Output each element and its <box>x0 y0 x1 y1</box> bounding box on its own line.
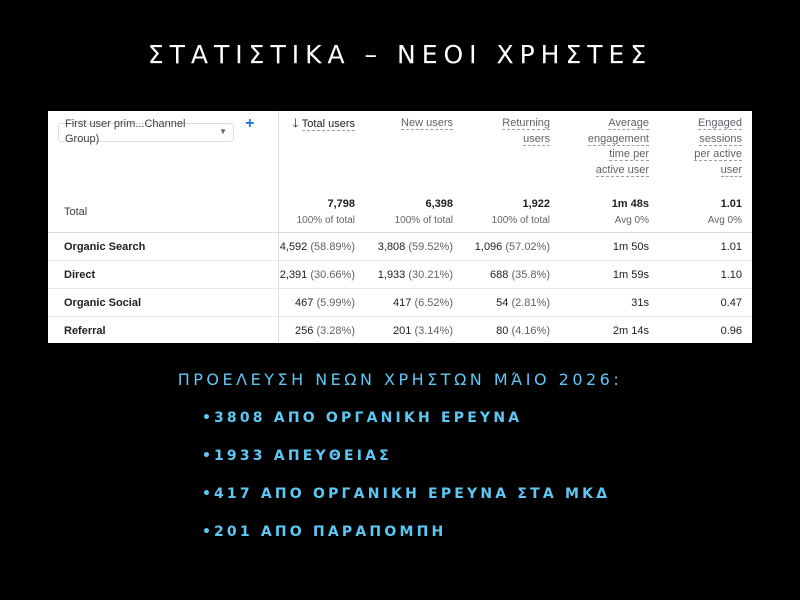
bullet-dot-icon: • <box>202 410 211 426</box>
dimension-header <box>48 111 278 192</box>
row-label[interactable]: Direct <box>48 261 278 289</box>
table-cell <box>278 317 365 344</box>
total-value: 1m 48s <box>611 198 649 210</box>
bullet-dot-icon: • <box>202 486 211 502</box>
table-cell <box>278 261 365 289</box>
cell-percent: (4.16%) <box>511 324 550 337</box>
report-table <box>48 111 752 343</box>
table-cell <box>463 261 560 289</box>
summary-list <box>202 410 610 562</box>
total-row <box>48 192 752 233</box>
total-cell <box>278 192 365 233</box>
dimension-dropdown-label: First user prim...Channel Group) <box>65 117 186 146</box>
table-cell <box>365 289 463 317</box>
total-label: Total <box>48 192 278 233</box>
table-cell <box>278 289 365 317</box>
cell-value: 1.10 <box>720 268 742 281</box>
summary-item-text: 417 ΑΠΟ ΟΡΓΑΝΙΚΗ ΕΡΕΥΝΑ ΣΤΑ ΜΚΔ <box>213 486 611 502</box>
cell-value: 1m 50s <box>612 240 649 253</box>
table-cell <box>463 317 560 344</box>
cell-value: 201 <box>393 324 412 337</box>
table-row[interactable] <box>48 261 752 289</box>
summary-item <box>202 486 610 524</box>
cell-value: 0.96 <box>720 324 742 337</box>
cell-value: 417 <box>393 296 412 309</box>
column-header-label: Engaged <box>697 117 742 129</box>
caret-down-icon: ▼ <box>219 127 227 137</box>
column-header-label: active user <box>595 163 649 176</box>
column-header-label: engagement <box>587 132 649 145</box>
table-cell <box>560 289 659 317</box>
cell-value: 2,391 <box>279 268 308 281</box>
summary-item-text: 1933 ΑΠΕΥΘΕΙΑΣ <box>213 448 392 464</box>
total-cell <box>463 192 560 233</box>
cell-percent: (30.66%) <box>310 268 355 281</box>
table-cell <box>365 317 463 344</box>
cell-percent: (5.99%) <box>316 296 355 309</box>
column-header-label: time per <box>609 148 649 160</box>
table-row[interactable] <box>48 233 752 261</box>
total-sub: Avg 0% <box>707 215 742 226</box>
table-cell <box>365 261 463 289</box>
column-header-total-users[interactable] <box>278 111 365 192</box>
table-cell <box>659 261 752 289</box>
bullet-dot-icon: • <box>202 448 211 464</box>
cell-value: 31s <box>631 296 649 309</box>
column-header-label: users <box>523 132 550 145</box>
analytics-report-table <box>48 111 752 343</box>
cell-value: 1.01 <box>720 240 742 253</box>
total-cell <box>659 192 752 233</box>
total-sub: 100% of total <box>296 215 355 226</box>
cell-value: 688 <box>490 268 509 281</box>
table-cell <box>659 233 752 261</box>
column-header-label: user <box>720 163 742 176</box>
row-label[interactable]: Referral <box>48 317 278 344</box>
cell-percent: (2.81%) <box>511 296 550 309</box>
total-cell <box>560 192 659 233</box>
column-header-engaged-sessions[interactable] <box>659 111 752 192</box>
table-cell <box>463 233 560 261</box>
column-header-new-users[interactable] <box>365 111 463 192</box>
cell-percent: (6.52%) <box>414 296 453 309</box>
cell-value: 256 <box>295 324 314 337</box>
column-header-label: New users <box>401 117 453 129</box>
data-rows <box>48 233 752 344</box>
summary-item-text: 3808 ΑΠΟ ΟΡΓΑΝΙΚΗ ΕΡΕΥΝΑ <box>213 410 523 426</box>
table-cell <box>560 317 659 344</box>
cell-percent: (35.8%) <box>511 268 550 281</box>
summary-title: ΠΡΟΕΛΕΥΣΗ ΝΕΩΝ ΧΡΗΣΤΩΝ ΜΆΙΟ 2026: <box>177 370 623 389</box>
table-cell <box>560 261 659 289</box>
table-row[interactable] <box>48 317 752 344</box>
column-header-returning-users[interactable] <box>463 111 560 192</box>
table-cell <box>463 289 560 317</box>
column-header-label: Total users <box>301 118 355 130</box>
cell-percent: (58.89%) <box>310 240 355 253</box>
table-cell <box>659 289 752 317</box>
column-header-label: sessions <box>699 132 742 145</box>
cell-value: 4,592 <box>279 240 308 253</box>
cell-percent: (57.02%) <box>505 240 550 253</box>
summary-item-text: 201 ΑΠΟ ΠΑΡΑΠΟΜΠΗ <box>213 524 447 540</box>
table-cell <box>659 317 752 344</box>
total-cell <box>365 192 463 233</box>
total-sub: Avg 0% <box>614 215 649 226</box>
cell-value: 1,933 <box>377 268 406 281</box>
summary-item <box>202 448 610 486</box>
header-row <box>48 111 752 192</box>
column-header-label: per active <box>694 148 742 160</box>
cell-value: 2m 14s <box>612 324 649 337</box>
total-sub: 100% of total <box>394 215 453 226</box>
cell-percent: (30.21%) <box>408 268 453 281</box>
column-header-avg-engagement[interactable] <box>560 111 659 192</box>
slide-title: ΣΤΑΤΙΣΤΙΚΑ – ΝΕΟΙ ΧΡΗΣΤΕΣ <box>147 40 653 69</box>
cell-value: 467 <box>295 296 314 309</box>
cell-percent: (3.14%) <box>414 324 453 337</box>
total-value: 1,922 <box>522 198 550 210</box>
cell-value: 54 <box>496 296 509 309</box>
bullet-dot-icon: • <box>202 524 211 540</box>
row-label[interactable]: Organic Social <box>48 289 278 317</box>
cell-value: 1m 59s <box>612 268 649 281</box>
table-row[interactable] <box>48 289 752 317</box>
summary-item <box>202 410 610 448</box>
table-cell <box>560 233 659 261</box>
cell-value: 80 <box>496 324 509 337</box>
cell-value: 0.47 <box>720 296 742 309</box>
arrow-down-icon: 🡓 <box>292 116 299 130</box>
summary-item <box>202 524 610 562</box>
cell-percent: (59.52%) <box>408 240 453 253</box>
dimension-dropdown[interactable] <box>58 117 234 146</box>
total-value: 1.01 <box>720 198 742 210</box>
column-header-label: Returning <box>502 117 550 129</box>
total-sub: 100% of total <box>491 215 550 226</box>
table-cell <box>278 233 365 261</box>
cell-value: 1,096 <box>474 240 503 253</box>
cell-percent: (3.28%) <box>316 324 355 337</box>
table-cell <box>365 233 463 261</box>
row-label[interactable]: Organic Search <box>48 233 278 261</box>
total-value: 7,798 <box>327 198 355 210</box>
total-value: 6,398 <box>425 198 453 210</box>
plus-icon[interactable]: + <box>245 115 255 132</box>
cell-value: 3,808 <box>377 240 406 253</box>
column-header-label: Average <box>608 117 649 129</box>
